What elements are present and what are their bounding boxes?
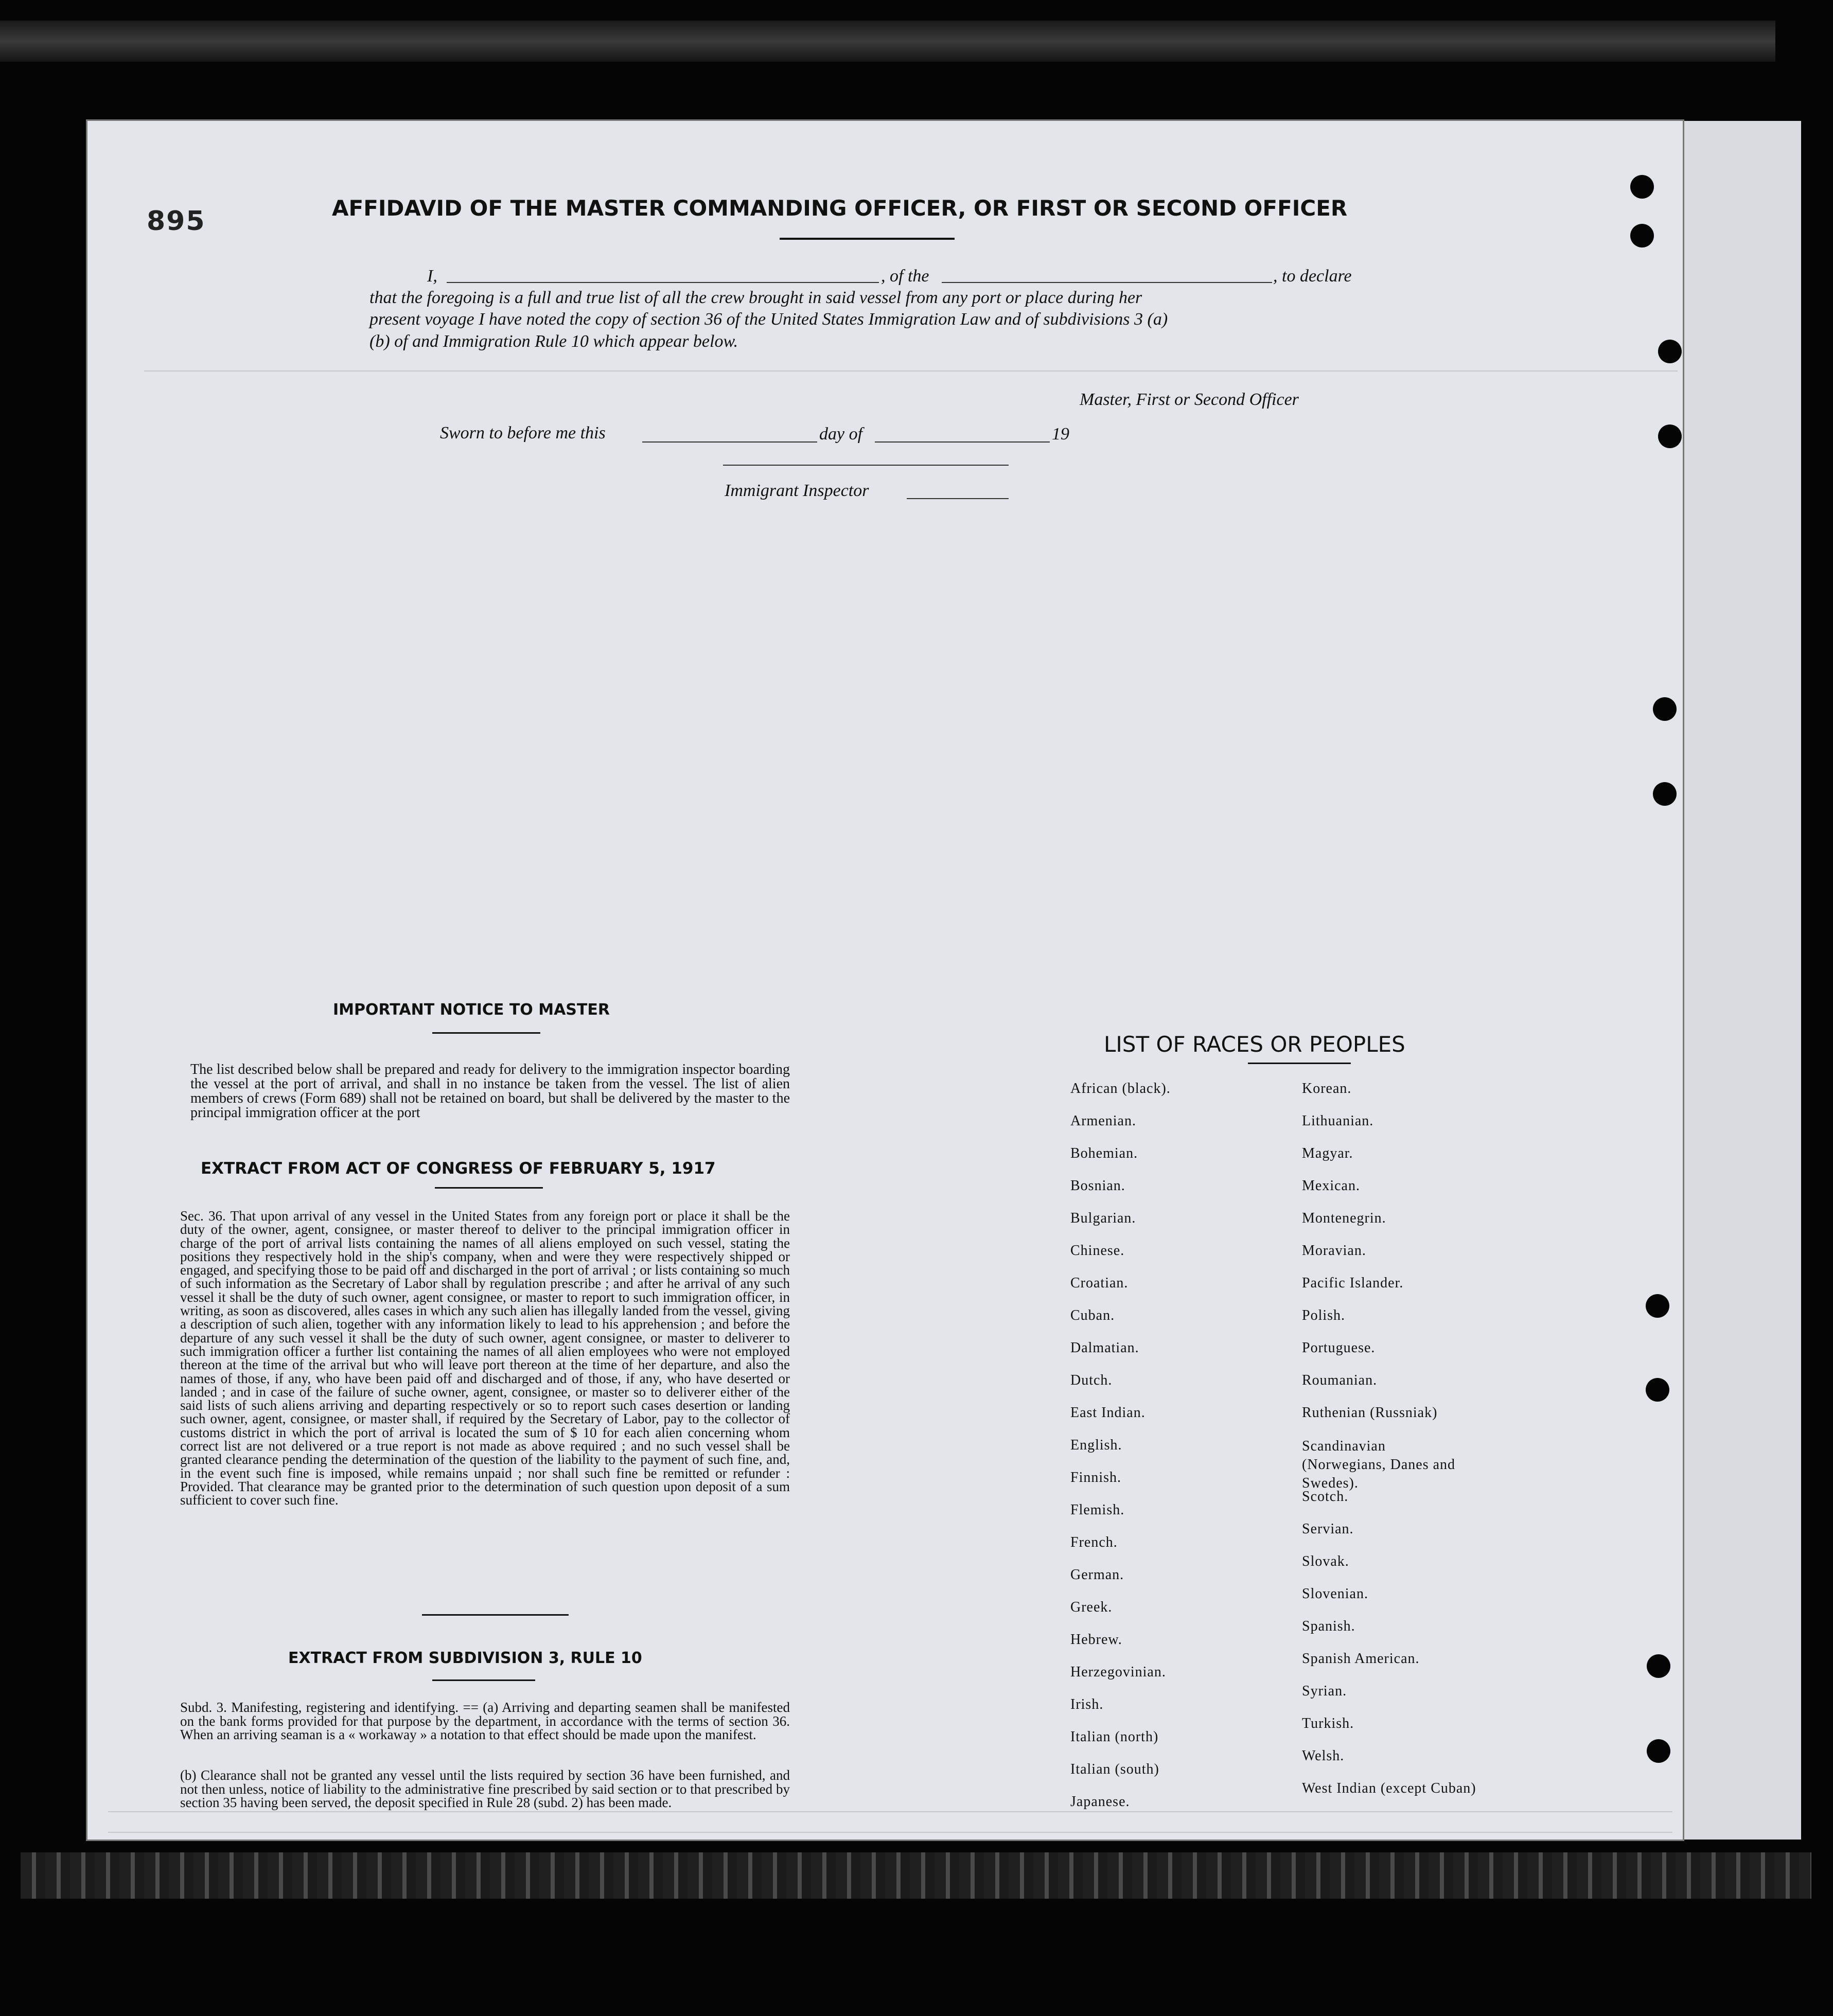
race-item: Turkish.: [1302, 1716, 1354, 1731]
affidavit-line1-suffix: , to declare: [1273, 267, 1352, 286]
name-blank: [447, 282, 879, 283]
bleed-through-line: [108, 1832, 1672, 1833]
race-item: Syrian.: [1302, 1683, 1347, 1699]
punch-hole: [1658, 340, 1682, 363]
scan-edge-top: [0, 21, 1775, 62]
act-underline: [435, 1187, 543, 1189]
race-item: Spanish American.: [1302, 1651, 1420, 1667]
race-item: Armenian.: [1070, 1113, 1136, 1129]
notice-title: IMPORTANT NOTICE TO MASTER: [333, 1001, 610, 1019]
act-text: Sec. 36. That upon arrival of any vessel in the United States from any foreign port or place it shall be the duty of the owner, agent, consignee, or master thereof to deliver to the principal immigration officer in charge of the port of arrival lists containing the names of all aliens employed on such vessel, stating the positions they respectively hold in the ship's company, when and were they were respectively shipped or engaged, and specifying those to be paid off and discharged in the port of arrival ; or lists containing so much of such information as the Secretary of Labor shall by regulation prescribe ; and after he arrival of any such vessel it shall be the duty of such owner, agent consignee, or master to report to such immigration officer, in writing, as soon as discovered, alles cases in which any such alien has illegally landed from the vessel, giving a description of such alien, together with any information likely to lead to his apprehension ; and before the departure of any such vessel it shall be the duty of such owner, agent consignee, or master to deliverer to such immigration officer a further list containing the names of all alien employees who were not employed thereon at the time of the arrival but who will leave port thereon at the time of her departure, and also the names of those, if any, who have been paid off and discharged and of those, if any, who have deserted or landed ; and in case of the failure of suche owner, agent, consignee, or master so to deliverer either of the said lists of such aliens arriving and departing respectively or so to report such cases desertion or landing such owner, agent, consignee, or master shall, if required by the Secretary of Labor, pay to the collector of customs district in which the port of arrival is located the sum of $ 10 for each alien concerning whom correct list are not delivered or a true report is not made as above required ; and no such vessel shall be granted clearance pending the determination of the question of the liability to the payment of such fine, and, in the event such fine is imposed, while remains unpaid ; nor shall such fine be remitted or refunder : Provided. That clearance may be granted prior to the determination of such question upon deposit of a sum sufficient to cover such fine.: [180, 1208, 790, 1508]
affidavit-line4: (b) of and Immigration Rule 10 which appear below.: [369, 332, 738, 351]
rule-underline: [432, 1679, 535, 1681]
races-title: LIST OF RACES OR PEOPLES: [1104, 1032, 1405, 1057]
race-item: Japanese.: [1070, 1794, 1130, 1810]
affidavit-line2: that the foregoing is a full and true list of all the crew brought in said vessel from any port or place during her: [369, 288, 1142, 307]
rule-text-b: (b) Clearance shall not be granted any vessel until the lists required by section 36 have been furnished, and not then unless, notice of liability to the administrative fine prescribed by said section or to that prescribed by section 35 having been served, the deposit specified in Rule 28 (subd. 2) has been made.: [180, 1767, 790, 1810]
race-item: Scandinavian (Norwegians, Danes and Swedes).: [1302, 1438, 1456, 1491]
scan-edge-bottom: [21, 1852, 1811, 1899]
race-item: Pacific Islander.: [1302, 1275, 1404, 1291]
race-item: Slovak.: [1302, 1553, 1349, 1569]
race-item: Herzegovinian.: [1070, 1664, 1166, 1680]
affidavit-line1-middle: , of the: [881, 267, 929, 286]
punch-hole: [1630, 175, 1654, 199]
race-item: Welsh.: [1302, 1748, 1345, 1764]
inspector-signature-blank: [723, 465, 1009, 466]
race-item: Moravian.: [1302, 1243, 1366, 1259]
races-left-column: [1070, 1081, 1171, 1826]
race-item: Hebrew.: [1070, 1632, 1122, 1648]
race-item: African (black).: [1070, 1081, 1171, 1097]
bleed-through-line: [144, 370, 1678, 372]
race-item: Cuban.: [1070, 1307, 1115, 1323]
act-end-rule: [422, 1614, 569, 1616]
day-blank: [642, 441, 817, 443]
inspector-blank: [907, 498, 1009, 499]
month-blank: [875, 441, 1050, 443]
race-item: Bulgarian.: [1070, 1210, 1136, 1226]
races-underline: [1248, 1063, 1351, 1064]
punch-hole: [1630, 224, 1654, 247]
punch-hole: [1653, 697, 1677, 721]
inspector-caption: Immigrant Inspector: [725, 481, 869, 500]
race-item: Slovenian.: [1302, 1586, 1368, 1602]
sworn-year: 19: [1052, 425, 1069, 444]
race-item: Bohemian.: [1070, 1145, 1138, 1161]
affidavit-line1-prefix: I,: [427, 267, 437, 286]
race-item: Irish.: [1070, 1696, 1104, 1712]
race-item: Greek.: [1070, 1599, 1113, 1615]
race-item: French.: [1070, 1534, 1118, 1550]
race-item: East Indian.: [1070, 1405, 1145, 1421]
race-item: Magyar.: [1302, 1145, 1353, 1161]
race-item: Dutch.: [1070, 1372, 1113, 1388]
rule-text-a: Subd. 3. Manifesting, registering and identifying. == (a) Arriving and departing seamen shall be manifested on the bank forms provided for that purpose by the department, in accordance with the terms of section 36. When an arriving seaman is a « workaway » a notation to that effect should be made upon the manifest.: [180, 1700, 790, 1742]
sworn-day-of: day of: [819, 425, 863, 444]
vessel-blank: [942, 282, 1272, 283]
race-item: Finnish.: [1070, 1470, 1122, 1486]
races-right-column: [1302, 1081, 1476, 1813]
race-item: Flemish.: [1070, 1502, 1125, 1518]
punch-hole: [1647, 1654, 1670, 1678]
notice-text: The list described below shall be prepared and ready for delivery to the immigration inspector boarding the vessel at the port of arrival, and shall in no instance be taken from the vessel. The list of alien members of crews (Form 689) shall not be retained on board, but shall be delivered by the master to the principal immigration officer at the port: [190, 1062, 790, 1121]
page-number-mark: 895: [147, 206, 206, 237]
race-item: Korean.: [1302, 1081, 1352, 1097]
punch-hole: [1647, 1739, 1670, 1763]
act-title: EXTRACT FROM ACT OF CONGRESS OF FEBRUARY 5, 1917: [201, 1159, 716, 1178]
race-item: West Indian (except Cuban): [1302, 1780, 1476, 1796]
race-item: Roumanian.: [1302, 1372, 1378, 1388]
notice-underline: [432, 1032, 540, 1034]
punch-hole: [1646, 1378, 1669, 1402]
affidavit-line3: present voyage I have noted the copy of section 36 of the United States Immigration Law and of subdivisions 3 (a): [369, 310, 1168, 329]
race-item: Dalmatian.: [1070, 1340, 1139, 1356]
race-item: Ruthenian (Russniak): [1302, 1405, 1438, 1421]
race-item: Italian (north): [1070, 1729, 1159, 1745]
affidavit-title: AFFIDAVID OF THE MASTER COMMANDING OFFICER, OR FIRST OR SECOND OFFICER: [332, 196, 1348, 221]
punch-hole: [1658, 425, 1682, 448]
race-item: Portuguese.: [1302, 1340, 1376, 1356]
race-item: Italian (south): [1070, 1761, 1159, 1777]
punch-hole: [1653, 782, 1677, 806]
page-margin-right: [1683, 121, 1801, 1840]
race-item: Bosnian.: [1070, 1178, 1125, 1194]
punch-hole: [1646, 1294, 1669, 1318]
race-item: German.: [1070, 1567, 1124, 1583]
rule-title: EXTRACT FROM SUBDIVISION 3, RULE 10: [288, 1649, 642, 1667]
race-item: English.: [1070, 1437, 1122, 1453]
race-item: Chinese.: [1070, 1243, 1125, 1259]
race-item: Servian.: [1302, 1521, 1354, 1537]
title-underline: [780, 238, 955, 240]
race-item: Polish.: [1302, 1307, 1346, 1323]
sworn-prefix: Sworn to before me this: [440, 423, 606, 443]
signature-caption: Master, First or Second Officer: [1080, 390, 1299, 409]
race-item: Mexican.: [1302, 1178, 1360, 1194]
race-item: Croatian.: [1070, 1275, 1129, 1291]
race-item: Montenegrin.: [1302, 1210, 1386, 1226]
race-item: Spanish.: [1302, 1618, 1355, 1634]
race-item: Lithuanian.: [1302, 1113, 1374, 1129]
race-item: Scotch.: [1302, 1489, 1349, 1505]
